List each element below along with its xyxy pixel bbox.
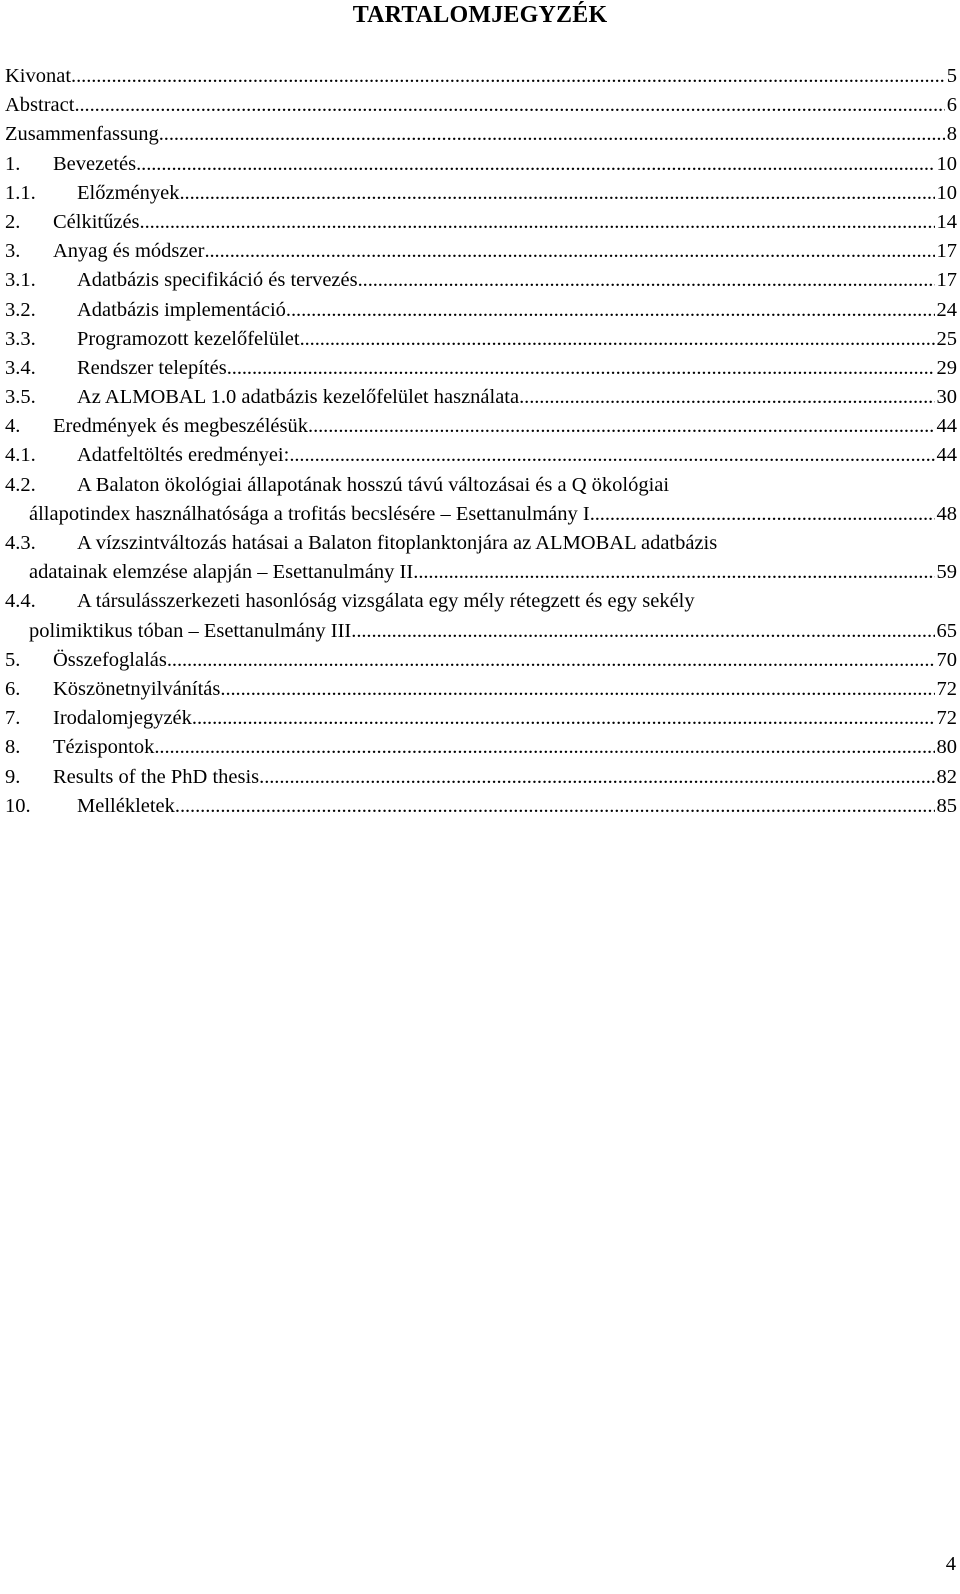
toc-entry-page: 72 [936,677,957,700]
table-of-contents [5,62,957,821]
toc-entry-title: Kivonat [5,65,72,87]
toc-entry-page: 5 [946,65,957,87]
toc-entry-page: 17 [936,240,957,263]
toc-entry-irodalomjegyzek[interactable] [5,704,957,733]
toc-entry-celkituzes[interactable] [5,208,957,237]
toc-entry-number: 4.4. [5,590,36,613]
toc-entry-page: 85 [936,794,957,817]
toc-entry-kivonat[interactable] [5,62,957,91]
toc-entry-number: 3.5. [5,386,36,409]
toc-entry-number: 3.1. [5,269,36,292]
dot-leader [136,150,934,179]
toc-entry-page: 82 [936,765,957,788]
dot-leader [167,646,935,675]
toc-entry-title: Tézispontok [53,736,155,759]
dot-leader [286,296,935,325]
dot-leader [175,792,935,821]
dot-leader [179,179,934,208]
dot-leader [351,617,934,646]
toc-entry-esettanulmany-3[interactable] [5,587,957,645]
toc-entry-adatfeltoltes[interactable] [5,441,957,470]
toc-entry-number: 3.3. [5,327,36,350]
toc-entry-number: 1.1. [5,181,36,204]
toc-entry-title: állapotindex használhatósága a trofitás becslésére – Esettanulmány I [29,502,590,525]
toc-entry-title: Mellékletek [77,794,175,817]
toc-entry-number: 3.4. [5,356,36,379]
toc-entry-title: Adatbázis specifikáció és tervezés [77,269,358,292]
toc-entry-adatbazis-specifikacio[interactable] [5,266,957,295]
toc-entry-title-line1: A vízszintváltozás hatásai a Balaton fitoplanktonjára az ALMOBAL adatbázis [77,532,718,554]
toc-entry-tezispontok[interactable] [5,733,957,762]
toc-entry-page: 44 [936,444,957,467]
toc-entry-title: Bevezetés [53,152,137,175]
toc-entry-title: Összefoglalás [53,648,167,671]
toc-entry-number: 2. [5,210,21,233]
toc-entry-number: 8. [5,736,21,759]
toc-entry-adatbazis-implementacio[interactable] [5,296,957,325]
toc-entry-results-phd-thesis[interactable] [5,763,957,792]
dot-leader [590,500,935,529]
toc-entry-title: adatainak elemzése alapján – Esettanulmány II. [29,561,419,584]
dot-leader [308,412,934,441]
dot-leader [358,266,935,295]
toc-entry-almobal-kezelofelulet[interactable] [5,383,957,412]
toc-entry-number: 4.3. [5,532,36,554]
toc-entry-title: Adatfeltöltés eredményei: [77,444,290,467]
toc-entry-title: Előzmények [77,181,180,204]
toc-entry-page: 29 [936,356,957,379]
toc-entry-number: 10. [5,794,31,817]
toc-entry-title-line1: A társulásszerkezeti hasonlóság vizsgálata egy mély rétegzett és egy sekély [77,590,695,613]
dot-leader [300,325,935,354]
toc-entry-title: Results of the PhD thesis [53,765,260,788]
toc-entry-eredmenyek[interactable] [5,412,957,441]
toc-entry-number: 4. [5,415,21,438]
toc-entry-title: Abstract [5,94,75,117]
toc-entry-number: 5. [5,648,21,671]
toc-entry-page: 48 [936,502,957,525]
dot-leader [259,763,934,792]
dot-leader [140,208,935,237]
toc-entry-koszonetnyilvanitas[interactable] [5,675,957,704]
toc-entry-title: Anyag és módszer [53,240,205,263]
toc-entry-esettanulmany-2[interactable] [5,529,957,587]
toc-entry-page: 80 [936,736,957,759]
toc-entry-title: Célkitűzés [53,210,140,233]
toc-entry-page: 10 [936,181,957,204]
toc-entry-number: 9. [5,765,21,788]
dot-leader [204,237,934,266]
dot-leader [192,704,935,733]
dot-leader [71,62,945,91]
toc-entry-title-line1: A Balaton ökológiai állapotának hosszú távú változásai és a Q ökológiai [77,473,670,496]
toc-entry-page: 65 [936,619,957,642]
toc-entry-elozmenyek[interactable] [5,179,957,208]
toc-entry-number: 4.2. [5,473,36,496]
toc-entry-number: 4.1. [5,444,36,467]
dot-leader [418,558,934,587]
dot-leader [159,120,945,149]
toc-entry-page: 14 [936,210,957,233]
toc-entry-page: 10 [936,152,957,175]
toc-entry-page: 59 [936,561,957,584]
dot-leader [74,91,944,120]
toc-entry-title: Rendszer telepítés [77,356,227,379]
toc-entry-number: 6. [5,677,21,700]
toc-entry-page: 72 [936,707,957,730]
dot-leader [154,733,934,762]
toc-entry-abstract[interactable] [5,91,957,120]
toc-entry-rendszer-telepites[interactable] [5,354,957,383]
toc-entry-page: 6 [946,94,957,117]
toc-entry-page: 70 [936,648,957,671]
toc-entry-title: Irodalomjegyzék [53,707,192,730]
toc-entry-page: 24 [936,298,957,321]
toc-entry-page: 17 [936,269,957,292]
toc-entry-number: 1. [5,152,21,175]
dot-leader [220,675,934,704]
toc-entry-number: 3.2. [5,298,36,321]
toc-entry-zusammenfassung[interactable] [5,120,957,149]
toc-entry-title: Az ALMOBAL 1.0 adatbázis kezelőfelület használata [77,386,520,409]
toc-entry-programozott-kezelofelulet[interactable] [5,325,957,354]
toc-entry-bevezetes[interactable] [5,150,957,179]
toc-entry-page: 30 [936,386,957,409]
toc-entry-title: Köszönetnyilvánítás [53,677,221,700]
page-number: 4 [945,1553,956,1575]
toc-entry-esettanulmany-1[interactable] [5,471,957,529]
dot-leader [227,354,935,383]
toc-entry-number: 7. [5,707,21,730]
toc-entry-anyag-es-modszer[interactable] [5,237,957,266]
toc-entry-page: 44 [936,415,957,438]
toc-entry-number: 3. [5,240,21,263]
toc-entry-title: Adatbázis implementáció [77,298,286,321]
toc-entry-mellekletek[interactable] [5,792,957,821]
dot-leader [519,383,934,412]
toc-entry-title: Zusammenfassung [5,123,159,146]
toc-entry-osszefoglalas[interactable] [5,646,957,675]
toc-entry-page: 25 [936,327,957,350]
toc-entry-title: Eredmények és megbeszélésük [53,415,309,438]
page-title: TARTALOMJEGYZÉK [352,2,608,28]
toc-entry-title: Programozott kezelőfelület [77,327,300,350]
toc-entry-page: 8 [946,123,957,146]
dot-leader [289,441,934,470]
toc-entry-title: polimiktikus tóban – Esettanulmány III [29,619,352,642]
